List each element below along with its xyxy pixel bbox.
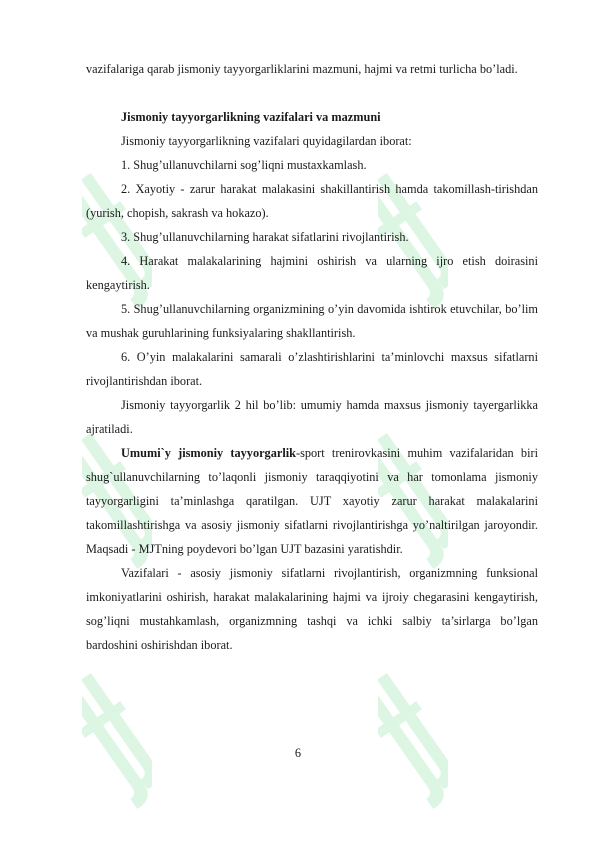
term-general-training: Umumi`y jismoniy tayyorgarlik <box>121 446 296 460</box>
watermark-logo <box>82 640 152 840</box>
page-body <box>86 57 538 657</box>
general-training-text: -sport trenirovkasini muhim vazifalaridan biri shug`ullanuvchilarning to’laqonli jismoniy taraqqiyotini va har tomonlama jismoniy tayyorgarligini ta’minlashga qaratilgan. UJT xayotiy zarur harakat malakalarini takomillashtirishga va asosiy jismoniy sifatlarni rivojlantirishga yo’naltirilgan jaroyondir. Maqsadi - MJTning poydevori bo’lgan UJT bazasini yaratishdir. <box>86 446 538 556</box>
watermark-logo <box>378 640 448 840</box>
section-heading: Jismoniy tayyorgarlikning vazifalari va mazmuni <box>121 110 381 124</box>
list-item-2: 2. Xayotiy - zarur harakat malakasini shakillantirish hamda takomillash-tirishdan (yurish, chopish, sakrash va hokazo). <box>86 182 538 220</box>
list-item-5: 5. Shug’ullanuvchilarning organizmining o’yin davomida ishtirok etuvchilar, bo’lim va mushak guruhlarining funksiyalaring shakllantirish. <box>86 302 538 340</box>
page-number: 6 <box>294 746 302 760</box>
paragraph-continuation: vazifalariga qarab jismoniy tayyorgarliklarini mazmuni, hajmi va retmi turlicha bo’ladi. <box>86 62 518 76</box>
list-item-1: 1. Shug’ullanuvchilarni sog’liqni mustaxkamlash. <box>121 158 367 172</box>
list-item-6: 6. O’yin malakalarini samarali o’zlashtirishlarini ta’minlovchi maxsus sifatlarni rivojlantirishdan iborat. <box>86 350 538 388</box>
paragraph-intro: Jismoniy tayyorgarlikning vazifalari quyidagilardan iborat: <box>121 134 412 148</box>
list-item-4: 4. Harakat malakalarining hajmini oshirish va ularning ijro etish doirasini kengaytirish. <box>86 254 538 292</box>
paragraph-tasks: Vazifalari - asosiy jismoniy sifatlarni rivojlantirish, organizmning funksional imkoniyatlarini oshirish, harakat malakalarining hajmi va ijroiy chegarasini kengaytirish, sog’liqni mustahkamlash, organizmning tashqi va ichki salbiy ta’sirlarga bo’lgan bardoshini oshirishdan iborat. <box>86 566 538 652</box>
list-item-3: 3. Shug’ullanuvchilarning harakat sifatlarini rivojlantirish. <box>121 230 409 244</box>
paragraph-general-training <box>86 441 538 561</box>
paragraph-types: Jismoniy tayyorgarlik 2 hil bo’lib: umumiy hamda maxsus jismoniy tayergarlikka ajratiladi. <box>86 398 538 436</box>
